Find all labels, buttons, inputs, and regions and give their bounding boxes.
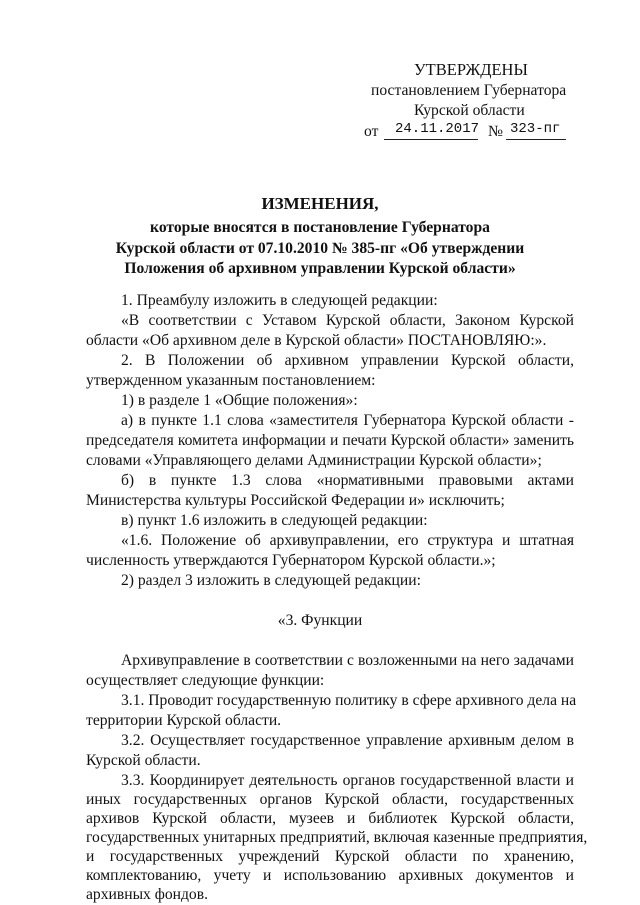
approval-number-prefix: № xyxy=(488,123,503,140)
title-line-1: которые вносятся в постановление Губернатора xyxy=(150,219,490,236)
approval-heading: УТВЕРЖДЕНЫ xyxy=(414,60,528,79)
body-line-27: комплектованию, учету и использованию архивных документов и xyxy=(86,867,574,884)
date-underline xyxy=(384,139,478,140)
body-line-24: архивов Курской области, музеев и библиотек Курской области, xyxy=(86,810,574,827)
body-line-3: области «Об архивном деле в Курской области» ПОСТАНОВЛЯЮ:». xyxy=(86,332,547,349)
body-line-2: «В соответствии с Уставом Курской области, Законом Курской xyxy=(121,312,574,329)
body-line-21: Курской области. xyxy=(86,752,201,769)
body-line-1: 1. Преамбулу изложить в следующей редакции: xyxy=(121,292,438,309)
approval-date-prefix: от xyxy=(364,123,379,140)
body-line-23: иных государственных органов Курской области, государственных xyxy=(86,791,574,808)
body-line-25: государственных унитарных предприятий, включая казенные предприятия, xyxy=(86,829,588,846)
body-line-17: осуществляет следующие функции: xyxy=(86,672,325,689)
body-line-13: «1.6. Положение об архивуправлении, его структура и штатная xyxy=(121,532,574,549)
approval-date: 24.11.2017 xyxy=(395,121,480,137)
body-line-19: территории Курской области. xyxy=(86,712,282,729)
body-line-28: архивных фондов. xyxy=(86,886,208,903)
body-line-15: 2) раздел 3 изложить в следующей редакции: xyxy=(121,572,421,589)
body-line-5: утвержденном указанным постановлением: xyxy=(86,372,376,389)
document-title: ИЗМЕНЕНИЯ, xyxy=(261,194,379,213)
approval-line-2: Курской области xyxy=(414,102,525,119)
body-line-11: Министерства культуры Российской Федерации и» исключить; xyxy=(86,492,505,509)
body-line-16: Архивуправление в соответствии с возложенными на него задачами xyxy=(121,652,574,669)
section-heading: «3. Функции xyxy=(277,612,363,629)
body-line-22: 3.3. Координирует деятельность органов государственной власти и xyxy=(121,772,574,789)
body-line-4: 2. В Положении об архивном управлении Курской области, xyxy=(121,352,574,369)
body-line-26: и государственных учреждений Курской области по хранению, xyxy=(86,848,574,865)
body-line-20: 3.2. Осуществляет государственное управление архивным делом в xyxy=(121,732,574,749)
body-line-9: словами «Управляющего делами Администрации Курской области»; xyxy=(86,452,542,469)
title-line-2: Курской области от 07.10.2010 № 385-пг «Об утверждении xyxy=(115,240,525,257)
approval-number: 323-пг xyxy=(510,121,561,137)
approval-line-1: постановлением Губернатора xyxy=(371,82,567,99)
body-line-10: б) в пункте 1.3 слова «нормативными правовыми актами xyxy=(121,472,574,489)
number-underline xyxy=(506,139,566,140)
body-line-7: а) в пункте 1.1 слова «заместителя Губернатора Курской области - xyxy=(121,412,574,429)
body-line-6: 1) в разделе 1 «Общие положения»: xyxy=(121,392,358,409)
body-line-8: председателя комитета информации и печати Курской области» заменить xyxy=(86,432,574,449)
body-line-14: численность утверждаются Губернатором Курской области.»; xyxy=(86,552,496,569)
title-line-3: Положения об архивном управлении Курской области» xyxy=(124,260,516,277)
body-line-18: 3.1. Проводит государственную политику в сфере архивного дела на xyxy=(121,692,577,709)
body-line-12: в) пункт 1.6 изложить в следующей редакции: xyxy=(121,512,428,529)
